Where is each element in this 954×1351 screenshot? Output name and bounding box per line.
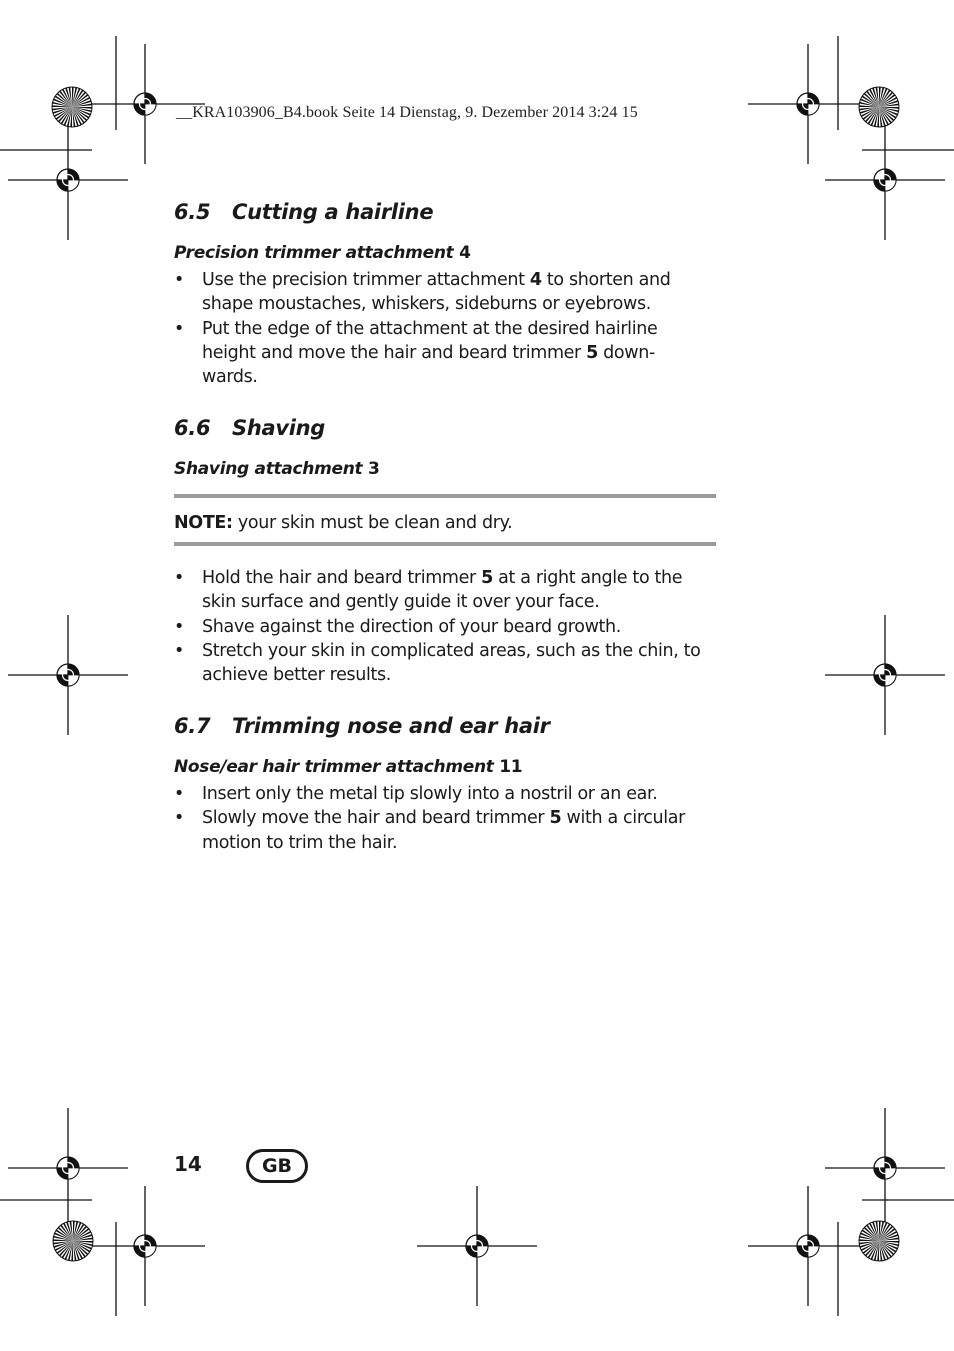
language-badge: GB <box>246 1149 308 1183</box>
registration-target-icon <box>874 664 896 686</box>
registration-target-icon <box>57 1157 79 1179</box>
registration-target-icon <box>57 664 79 686</box>
list-item: • Put the edge of the attachment at the desired hairline height and move the hair and beard trimmer 5 down- wards. <box>174 318 658 388</box>
note-box <box>174 494 716 546</box>
registration-target-icon <box>134 93 156 115</box>
starburst-calibration-icon <box>859 87 899 127</box>
list-item: • Shave against the direction of your beard growth. <box>174 615 716 639</box>
list-item: • Insert only the metal tip slowly into a nostril or an ear. <box>174 782 716 806</box>
section-title-nose-ear-hair: 6.7 Trimming nose and ear hair <box>174 714 550 738</box>
bullet-dot: • <box>174 808 184 829</box>
registration-target-icon <box>134 1235 156 1257</box>
registration-target-icon <box>874 1157 896 1179</box>
subheading-precision-trimmer: Precision trimmer attachment 4 <box>174 243 471 263</box>
section-title-cutting-hairline: 6.5 Cutting a hairline <box>174 200 434 224</box>
starburst-calibration-icon <box>859 1221 899 1261</box>
bullet-dot: • <box>174 640 184 661</box>
page-number: 14 <box>174 1152 202 1176</box>
list-item: • Hold the hair and beard trimmer 5 at a right angle to the skin surface and gently guide it over your face. <box>174 568 683 613</box>
subheading-nose-ear-trimmer: Nose/ear hair trimmer attachment 11 <box>174 757 523 777</box>
registration-target-icon <box>874 169 896 191</box>
bullet-dot: • <box>174 270 184 290</box>
bullet-dot: • <box>174 318 184 339</box>
list-item: • Stretch your skin in complicated areas, such as the chin, to achieve better results. <box>174 640 701 686</box>
bullet-list-shaving <box>174 566 716 687</box>
bullet-dot: • <box>174 616 184 637</box>
section-title-shaving: 6.6 Shaving <box>174 416 326 440</box>
bullet-dot: • <box>174 784 184 804</box>
list-item: • Slowly move the hair and beard trimmer 5 with a circular motion to trim the hair. <box>174 808 686 853</box>
bullet-dot: • <box>174 568 184 588</box>
list-item: • Use the precision trimmer attachment 4 to shorten and shape moustaches, whiskers, sideburns or eyebrows. <box>174 270 671 315</box>
print-info-header: __KRA103906_B4.book Seite 14 Dienstag, 9. Dezember 2014 3:24 15 <box>176 104 638 121</box>
starburst-calibration-icon <box>52 87 92 127</box>
registration-target-icon <box>466 1235 488 1257</box>
registration-target-icon <box>797 93 819 115</box>
registration-target-icon <box>797 1235 819 1257</box>
bullet-list-cutting-hairline <box>174 268 716 389</box>
bullet-list-nose-ear-hair <box>174 782 716 855</box>
subheading-shaving-attachment: Shaving attachment 3 <box>174 459 380 479</box>
registration-target-icon <box>57 169 79 191</box>
note-text: NOTE: your skin must be clean and dry. <box>174 513 513 533</box>
starburst-calibration-icon <box>53 1221 93 1261</box>
